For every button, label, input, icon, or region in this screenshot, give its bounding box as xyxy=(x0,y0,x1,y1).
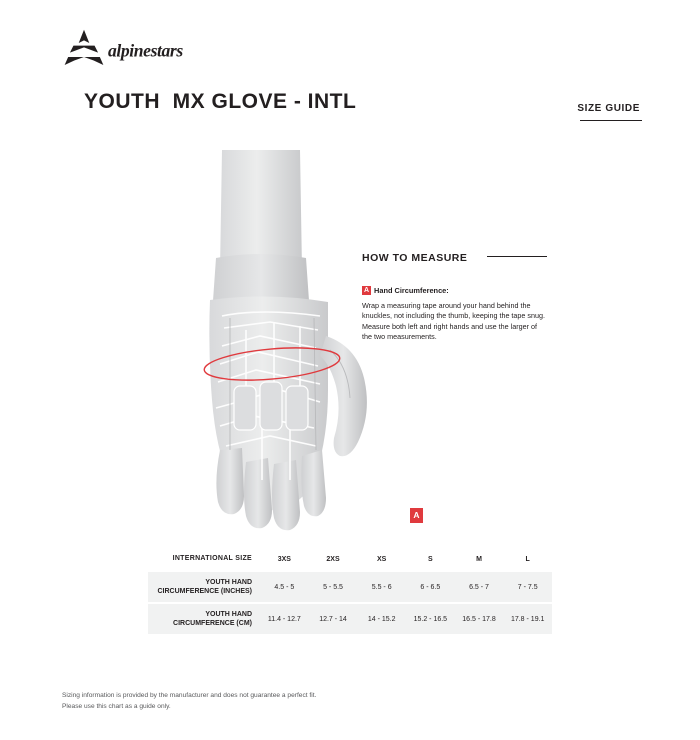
row-label-line2: CIRCUMFERENCE (CM) xyxy=(173,620,252,627)
brand-wordmark xyxy=(108,38,240,64)
marker-a-badge: A xyxy=(363,287,370,294)
table-header-size: 3XS xyxy=(277,555,291,563)
table-cell: 11.4 - 12.7 xyxy=(267,615,301,623)
table-header-label: INTERNATIONAL SIZE xyxy=(172,555,252,563)
alpinestars-star-logo-icon xyxy=(62,28,106,72)
table-cell: 6.5 - 7 xyxy=(469,583,489,591)
how-to-measure-heading: Hand Circumference: xyxy=(374,286,449,295)
footer-line-2: Please use this chart as a guide only. xyxy=(62,703,171,711)
how-to-measure-title: HOW TO MEASURE xyxy=(362,252,468,264)
table-header-size: 2XS xyxy=(326,555,340,563)
row-label-line1: YOUTH HAND xyxy=(205,578,252,586)
table-header-size: S xyxy=(428,555,433,563)
measurement-callout-a: A xyxy=(410,508,423,523)
row-label-cm xyxy=(148,604,260,634)
table-cell: 5 - 5.5 xyxy=(323,583,343,591)
page-title: YOUTH MX GLOVE - INTL xyxy=(84,90,357,113)
how-to-measure-divider xyxy=(487,256,547,257)
table-cell: 15.2 - 16.5 xyxy=(413,615,448,623)
svg-text:alpinestars: alpinestars xyxy=(108,40,183,61)
row-label-inches xyxy=(148,572,260,602)
footer-line-1: Sizing information is provided by the manufacturer and does not guarantee a perfect fit. xyxy=(62,692,317,699)
table-header-size: L xyxy=(525,555,530,563)
size-guide-label: SIZE GUIDE xyxy=(577,103,640,114)
table-header-size: M xyxy=(476,555,482,563)
how-to-measure-section xyxy=(362,248,557,343)
how-to-measure-body xyxy=(362,280,557,343)
table-cell: 16.5 - 17.8 xyxy=(462,615,496,623)
size-chart-table xyxy=(148,548,552,634)
table-cell: 17.8 - 19.1 xyxy=(510,615,545,623)
footer-disclaimer xyxy=(62,690,316,712)
table-cell: 4.5 - 5 xyxy=(274,583,295,591)
table-row xyxy=(148,604,552,634)
table-row xyxy=(148,572,552,602)
how-to-measure-text: Wrap a measuring tape around your hand behind the knuckles, not including the thumb, keeping the tape snug. Measure both left and right hands and use the larger of the two measurements. xyxy=(362,301,546,342)
table-header-row xyxy=(148,548,552,570)
table-header-size: XS xyxy=(377,555,387,563)
how-to-measure-heading-row xyxy=(362,280,557,298)
row-label-line2: CIRCUMFERENCE (INCHES) xyxy=(157,588,252,595)
table-cell: 7 - 7.5 xyxy=(517,583,538,591)
size-guide-divider xyxy=(580,120,642,121)
brand-logo xyxy=(62,28,242,76)
table-cell: 14 - 15.2 xyxy=(367,615,396,623)
table-cell: 12.7 - 14 xyxy=(319,615,347,623)
glove-hand-diagram-icon xyxy=(150,150,410,540)
row-label-line1: YOUTH HAND xyxy=(205,610,252,618)
table-cell: 6 - 6.5 xyxy=(420,583,441,591)
table-cell: 5.5 - 6 xyxy=(371,583,392,591)
